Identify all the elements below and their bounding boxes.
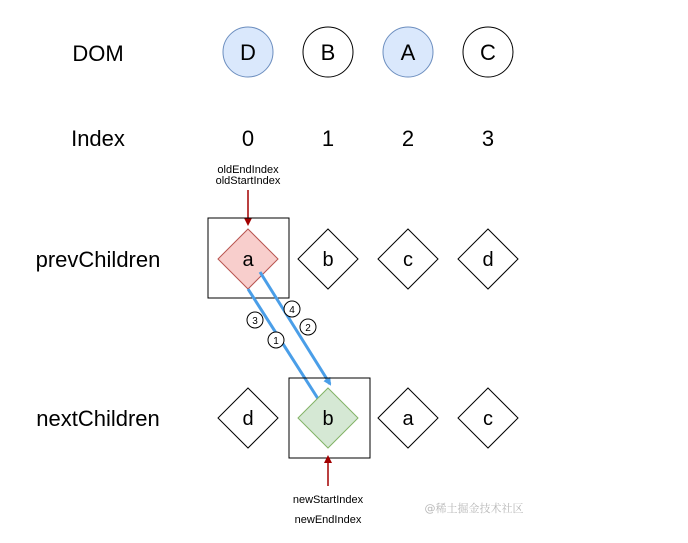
row-label-dom: DOM [72, 41, 124, 66]
step-number: 3 [252, 316, 258, 327]
next-child-label: c [483, 408, 493, 430]
compare-arrow-a-to-b-alt [260, 272, 330, 384]
old-end-index-label: oldEndIndex [217, 164, 279, 176]
prev-child-label: a [242, 249, 254, 271]
next-child-label: d [242, 408, 254, 430]
prev-child-label: b [322, 249, 334, 271]
row-label-next-children: nextChildren [36, 406, 160, 431]
row-label-index: Index [71, 126, 125, 151]
new-start-index-label: newStartIndex [292, 494, 364, 506]
step-number: 4 [289, 305, 295, 316]
new-end-index-label: newEndIndex [294, 514, 362, 526]
dom-node-label: A [400, 40, 416, 65]
next-child-label: a [402, 408, 414, 430]
row-label-prev-children: prevChildren [35, 247, 161, 272]
index-label: 2 [401, 126, 415, 151]
index-label: 1 [321, 126, 335, 151]
dom-node-label: C [480, 40, 496, 65]
watermark: @稀土掘金技术社区 [424, 502, 524, 515]
old-start-index-label: oldStartIndex [215, 175, 281, 187]
prev-child-label: c [403, 249, 413, 271]
prev-child-label: d [482, 249, 494, 271]
step-number: 1 [273, 336, 279, 347]
dom-node-label: B [320, 40, 336, 65]
index-label: 3 [481, 126, 495, 151]
step-number: 2 [305, 323, 311, 334]
index-label: 0 [241, 126, 255, 151]
dom-node-label: D [240, 40, 256, 65]
next-child-label: b [322, 408, 334, 430]
